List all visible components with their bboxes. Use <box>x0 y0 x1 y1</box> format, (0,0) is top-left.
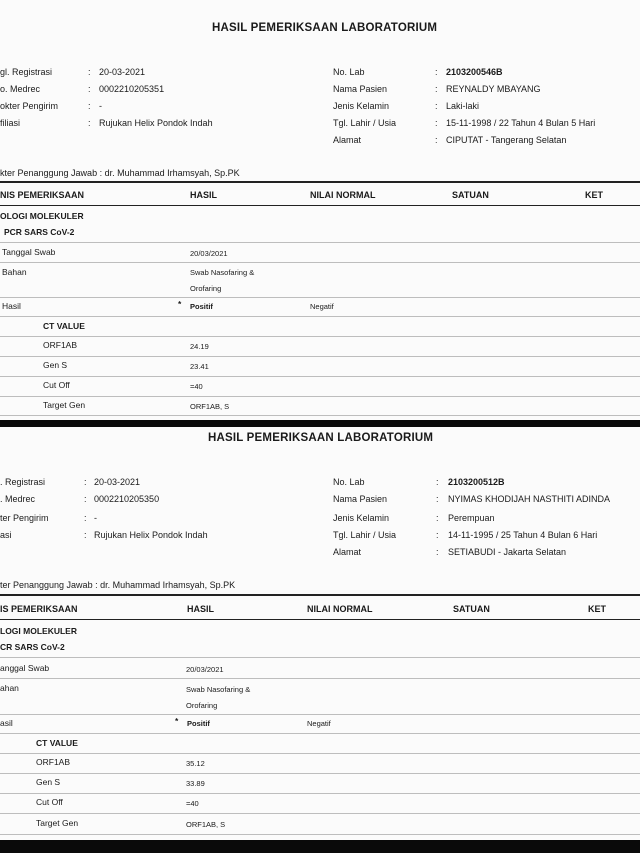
row-divider <box>0 396 640 397</box>
registration-date-value: 20-03-2021 <box>94 477 141 487</box>
gender-value: Laki-laki <box>446 101 480 111</box>
row-divider <box>0 262 640 263</box>
gender-label: Jenis Kelamin <box>333 513 390 523</box>
image-separator <box>0 840 640 853</box>
col-header-exam: IS PEMERIKSAAN <box>0 604 78 614</box>
referring-doctor-label: ter Pengirim <box>0 513 49 523</box>
colon: : <box>88 84 91 94</box>
gender-label: Jenis Kelamin <box>333 101 390 111</box>
ct-row-value: 24.19 <box>190 342 209 351</box>
result-normal: Negatif <box>310 302 334 311</box>
specimen-value-line1: Swab Nasofaring & <box>186 685 251 694</box>
row-divider <box>0 242 640 243</box>
birthdate-label: Tgl. Lahir / Usia <box>333 118 397 128</box>
result-label: asil <box>0 718 13 728</box>
colon: : <box>436 477 439 487</box>
patient-name-label: Nama Pasien <box>333 494 388 504</box>
swab-date-label: Tanggal Swab <box>2 247 56 257</box>
colon: : <box>84 530 87 540</box>
row-divider <box>0 753 640 754</box>
specimen-value-line2: Orofaring <box>186 701 218 710</box>
specimen-label: Bahan <box>2 267 27 277</box>
colon: : <box>88 67 91 77</box>
divider <box>0 205 640 206</box>
colon: : <box>84 513 87 523</box>
row-divider <box>0 813 640 814</box>
row-divider <box>0 714 640 715</box>
registration-date-label: . Registrasi <box>0 477 46 487</box>
flag-marker: * <box>178 299 182 309</box>
ct-row-label: Cut Off <box>36 797 63 807</box>
ct-row-value: ORF1AB, S <box>190 402 230 411</box>
ct-value-title: CT VALUE <box>43 321 85 331</box>
medrec-label: . Medrec <box>0 494 36 504</box>
lab-number-label: No. Lab <box>333 67 365 77</box>
col-header-note: KET <box>585 190 603 200</box>
lab-number-label: No. Lab <box>333 477 365 487</box>
ct-row-value: =40 <box>190 382 203 391</box>
specimen-value-line2: Orofaring <box>190 284 222 293</box>
ct-row-value: 23.41 <box>190 362 209 371</box>
ct-value-title: CT VALUE <box>36 738 78 748</box>
affiliation-label: asi <box>0 530 12 540</box>
ct-row-value: ORF1AB, S <box>186 820 226 829</box>
swab-date-label: anggal Swab <box>0 663 50 673</box>
report-title: HASIL PEMERIKSAAN LABORATORIUM <box>208 432 434 444</box>
col-header-unit: SATUAN <box>453 604 490 614</box>
address-value: CIPUTAT - Tangerang Selatan <box>446 135 567 145</box>
birthdate-value: 14-11-1995 / 25 Tahun 4 Bulan 6 Hari <box>448 530 598 540</box>
flag-marker: * <box>175 716 179 726</box>
swab-date-value: 20/03/2021 <box>186 665 224 674</box>
specimen-label: ahan <box>0 683 19 693</box>
medrec-value: 0002210205350 <box>94 494 160 504</box>
responsible-doctor: kter Penanggung Jawab : dr. Muhammad Irhamsyah, Sp.PK <box>0 168 240 178</box>
section-title: LOGI MOLEKULER <box>0 626 77 636</box>
row-divider <box>0 415 640 416</box>
row-divider <box>0 657 640 658</box>
divider <box>0 594 640 596</box>
registration-date-value: 20-03-2021 <box>99 67 146 77</box>
lab-report-2 <box>0 427 640 840</box>
col-header-unit: SATUAN <box>452 190 489 200</box>
report-title: HASIL PEMERIKSAAN LABORATORIUM <box>212 22 438 34</box>
colon: : <box>436 513 439 523</box>
divider <box>0 619 640 620</box>
colon: : <box>88 118 91 128</box>
birthdate-label: Tgl. Lahir / Usia <box>333 530 397 540</box>
row-divider <box>0 336 640 337</box>
affiliation-value: Rujukan Helix Pondok Indah <box>99 118 213 128</box>
referring-doctor-value: - <box>94 513 97 523</box>
result-label: Hasil <box>2 301 21 311</box>
swab-date-value: 20/03/2021 <box>190 249 228 258</box>
ct-row-label: Gen S <box>43 360 68 370</box>
row-divider <box>0 773 640 774</box>
colon: : <box>435 67 438 77</box>
address-label: Alamat <box>333 547 362 557</box>
ct-row-label: ORF1AB <box>36 757 71 767</box>
referring-doctor-value: - <box>99 101 102 111</box>
affiliation-label: filiasi <box>0 118 21 128</box>
address-label: Alamat <box>333 135 362 145</box>
ct-row-value: =40 <box>186 799 199 808</box>
row-divider <box>0 356 640 357</box>
colon: : <box>88 101 91 111</box>
gender-value: Perempuan <box>448 513 495 523</box>
divider <box>0 181 640 183</box>
image-separator <box>0 420 640 427</box>
result-normal: Negatif <box>307 719 331 728</box>
result-value: Positif <box>190 302 213 311</box>
referring-doctor-label: okter Pengirim <box>0 101 59 111</box>
col-header-normal: NILAI NORMAL <box>310 190 376 200</box>
birthdate-value: 15-11-1998 / 22 Tahun 4 Bulan 5 Hari <box>446 118 596 128</box>
subsection-title: PCR SARS CoV-2 <box>4 227 75 237</box>
colon: : <box>435 135 438 145</box>
subsection-title: CR SARS CoV-2 <box>0 642 65 652</box>
ct-row-label: Gen S <box>36 777 61 787</box>
colon: : <box>84 477 87 487</box>
ct-row-value: 35.12 <box>186 759 205 768</box>
responsible-doctor: ter Penanggung Jawab : dr. Muhammad Irhamsyah, Sp.PK <box>0 580 236 590</box>
result-value: Positif <box>187 719 210 728</box>
row-divider <box>0 376 640 377</box>
row-divider <box>0 733 640 734</box>
colon: : <box>436 494 439 504</box>
col-header-normal: NILAI NORMAL <box>307 604 373 614</box>
lab-number-value: 2103200546B <box>446 67 503 77</box>
address-value: SETIABUDI - Jakarta Selatan <box>448 547 567 557</box>
row-divider <box>0 316 640 317</box>
ct-row-label: Target Gen <box>43 400 86 410</box>
col-header-result: HASIL <box>190 190 217 200</box>
colon: : <box>436 530 439 540</box>
patient-name-label: Nama Pasien <box>333 84 388 94</box>
section-title: OLOGI MOLEKULER <box>0 211 84 221</box>
colon: : <box>84 494 87 504</box>
ct-row-value: 33.89 <box>186 779 205 788</box>
lab-number-value: 2103200512B <box>448 477 505 487</box>
medrec-label: o. Medrec <box>0 84 41 94</box>
colon: : <box>436 547 439 557</box>
patient-name-value: REYNALDY MBAYANG <box>446 84 541 94</box>
row-divider <box>0 678 640 679</box>
colon: : <box>435 84 438 94</box>
lab-report-1 <box>0 0 640 420</box>
affiliation-value: Rujukan Helix Pondok Indah <box>94 530 208 540</box>
row-divider <box>0 297 640 298</box>
col-header-note: KET <box>588 604 606 614</box>
row-divider <box>0 793 640 794</box>
ct-row-label: Target Gen <box>36 818 79 828</box>
col-header-result: HASIL <box>187 604 214 614</box>
row-divider <box>0 834 640 835</box>
ct-row-label: Cut Off <box>43 380 70 390</box>
specimen-value-line1: Swab Nasofaring & <box>190 268 255 277</box>
registration-date-label: gl. Registrasi <box>0 67 53 77</box>
col-header-exam: NIS PEMERIKSAAN <box>0 190 85 200</box>
medrec-value: 0002210205351 <box>99 84 165 94</box>
patient-name-value: NYIMAS KHODIJAH NASTHITI ADINDA <box>448 494 611 504</box>
ct-row-label: ORF1AB <box>43 340 78 350</box>
colon: : <box>435 118 438 128</box>
colon: : <box>435 101 438 111</box>
